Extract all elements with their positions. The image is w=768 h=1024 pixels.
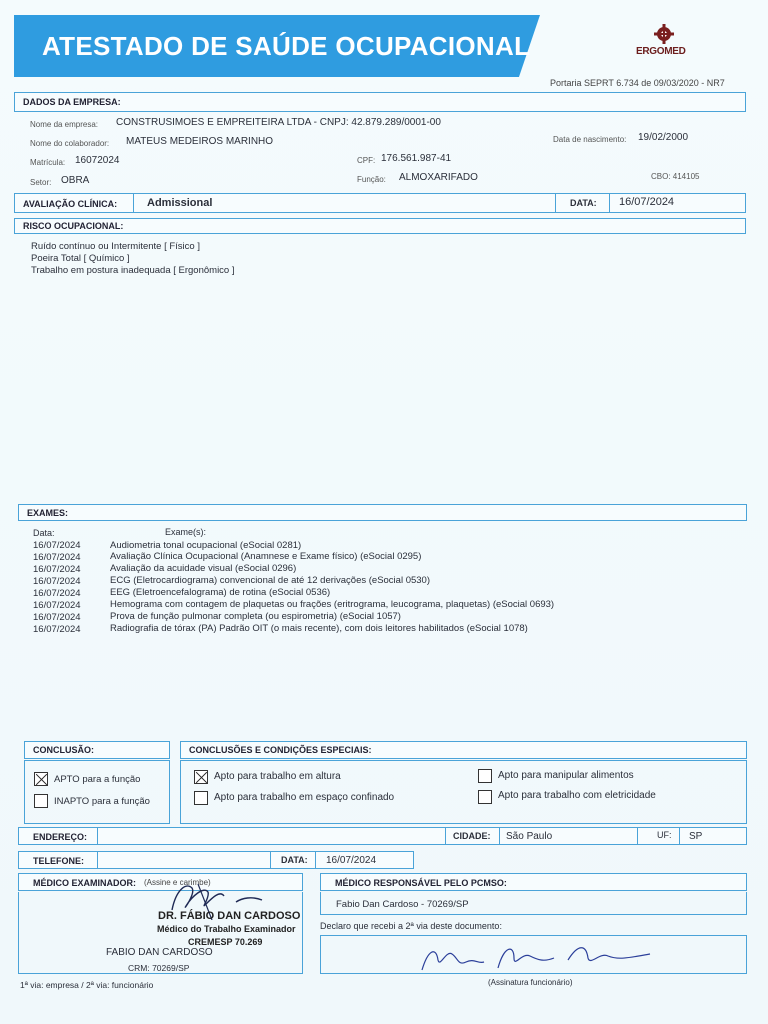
cidade-value: São Paulo (506, 831, 553, 842)
exame-name: Hemograma com contagem de plaquetas ou frações (eritrograma, leucograma, plaquetas) (eSocial 0693) (110, 599, 555, 610)
avaliacao-label: AVALIAÇÃO CLÍNICA: (23, 199, 118, 209)
exame-date: 16/07/2024 (33, 564, 81, 575)
medico-label: MÉDICO EXAMINADOR: (33, 878, 136, 888)
empresa-section-label: DADOS DA EMPRESA: (23, 97, 121, 107)
conclusao-box (24, 760, 170, 824)
funcionario-signature-icon (418, 940, 658, 976)
colaborador-value: MATEUS MEDEIROS MARINHO (126, 136, 274, 147)
telefone-label: TELEFONE: (33, 856, 84, 866)
exames-col-exame: Exame(s): (165, 527, 207, 537)
conclusao-header (24, 741, 170, 759)
funcao-label: Função: (357, 175, 386, 184)
cpf-label: CPF: (357, 156, 376, 165)
exame-name: Prova de função pulmonar completa (ou espirometria) (eSocial 1057) (110, 611, 401, 622)
exame-date: 16/07/2024 (33, 576, 81, 587)
declaro-text: Declaro que recebi a 2ª via deste documento: (320, 921, 502, 931)
apto-label: APTO para a função (54, 774, 141, 785)
portaria-reference: Portaria SEPRT 6.734 de 09/03/2020 - NR7 (550, 78, 725, 88)
nascimento-label: Data de nascimento: (553, 135, 627, 144)
colaborador-label: Nome do colaborador: (30, 139, 110, 148)
exame-name: Avaliação da acuidade visual (eSocial 0296) (110, 563, 297, 574)
ergomed-logo (632, 24, 696, 64)
conclusao-label: CONCLUSÃO: (33, 745, 94, 755)
alimentos-checkbox[interactable] (478, 769, 492, 783)
telefone-bar (18, 851, 414, 869)
altura-checkbox[interactable] (194, 770, 208, 784)
alimentos-label: Apto para manipular alimentos (498, 770, 634, 781)
avaliacao-value: Admissional (147, 197, 213, 209)
exame-name: EEG (Eletroencefalograma) de rotina (eSocial 0536) (110, 587, 331, 598)
condicoes-label: CONCLUSÕES E CONDIÇÕES ESPECIAIS: (189, 745, 372, 755)
cbo-value: CBO: 414105 (651, 172, 700, 181)
risco-item: Poeira Total [ Químico ] (31, 253, 130, 264)
inapto-checkbox[interactable] (34, 794, 48, 808)
medico-name: FABIO DAN CARDOSO (106, 947, 213, 958)
empresa-value: CONSTRUSIMOES E EMPREITEIRA LTDA - CNPJ: 42.879.289/0001-00 (116, 117, 441, 128)
avaliacao-data-label: DATA: (570, 198, 597, 208)
endereco-label: ENDEREÇO: (33, 832, 88, 842)
telefone-data-value: 16/07/2024 (326, 855, 377, 866)
confinado-checkbox[interactable] (194, 791, 208, 805)
altura-label: Apto para trabalho em altura (214, 771, 341, 782)
exame-name: Audiometria tonal ocupacional (eSocial 0281) (110, 540, 302, 551)
risco-section-header (14, 218, 746, 234)
funcao-value: ALMOXARIFADO (399, 172, 478, 183)
risco-item: Ruído contínuo ou Intermitente [ Físico ] (31, 241, 200, 252)
gear-icon (654, 24, 674, 44)
nascimento-value: 19/02/2000 (638, 132, 689, 143)
uf-label: UF: (657, 830, 672, 840)
exames-section-header (18, 504, 747, 521)
medico-stamp-role: Médico do Trabalho Examinador (157, 924, 296, 934)
confinado-label: Apto para trabalho em espaço confinado (214, 792, 395, 803)
medico-stamp-crm: CREMESP 70.269 (188, 937, 263, 947)
exame-date: 16/07/2024 (33, 552, 81, 563)
medico-stamp-name: DR. FÁBIO DAN CARDOSO (158, 910, 301, 922)
exame-name: Avaliação Clínica Ocupacional (Anamnese e Exame físico) (eSocial 0295) (110, 551, 422, 562)
cidade-label: CIDADE: (453, 831, 491, 841)
setor-value: OBRA (61, 175, 90, 186)
document-title: ATESTADO DE SAÚDE OCUPACIONAL (42, 31, 531, 61)
empresa-section-header (14, 92, 746, 112)
pcmso-label: MÉDICO RESPONSÁVEL PELO PCMSO: (335, 878, 507, 888)
medico-crm: CRM: 70269/SP (128, 963, 190, 973)
risco-label: RISCO OCUPACIONAL: (23, 221, 124, 231)
exame-date: 16/07/2024 (33, 612, 81, 623)
eletricidade-label: Apto para trabalho com eletricidade (498, 790, 656, 801)
medico-hint: (Assine e carimbe) (144, 878, 211, 887)
exames-col-data: Data: (33, 528, 55, 538)
exame-date: 16/07/2024 (33, 540, 81, 551)
risco-item: Trabalho em postura inadequada [ Ergonômico ] (31, 265, 235, 276)
exame-date: 16/07/2024 (33, 588, 81, 599)
uf-value: SP (689, 831, 703, 842)
setor-label: Setor: (30, 178, 52, 187)
inapto-label: INAPTO para a função (54, 796, 150, 807)
exame-date: 16/07/2024 (33, 624, 81, 635)
exames-label: EXAMES: (27, 508, 69, 518)
avaliacao-data-value: 16/07/2024 (619, 196, 675, 208)
cpf-value: 176.561.987-41 (381, 153, 452, 164)
exame-name: Radiografia de tórax (PA) Padrão OIT (o mais recente), com dois leitores habilitados (eSocial 1078) (110, 623, 528, 634)
logo-text: ERGOMED (636, 46, 686, 57)
eletricidade-checkbox[interactable] (478, 790, 492, 804)
matricula-value: 16072024 (75, 155, 120, 166)
assinatura-label: (Assinatura funcionário) (488, 978, 573, 987)
endereco-bar (18, 827, 747, 845)
telefone-data-label: DATA: (281, 855, 308, 865)
avaliacao-bar (14, 193, 746, 213)
pcmso-header (320, 873, 747, 891)
pcmso-value: Fabio Dan Cardoso - 70269/SP (336, 899, 469, 910)
matricula-label: Matrícula: (30, 158, 66, 167)
exame-date: 16/07/2024 (33, 600, 81, 611)
exame-name: ECG (Eletrocardiograma) convencional de até 12 derivações (eSocial 0530) (110, 575, 431, 586)
empresa-label: Nome da empresa: (30, 120, 99, 129)
apto-checkbox[interactable] (34, 772, 48, 786)
vias-note: 1ª via: empresa / 2ª via: funcionário (20, 980, 154, 990)
condicoes-header (180, 741, 747, 759)
